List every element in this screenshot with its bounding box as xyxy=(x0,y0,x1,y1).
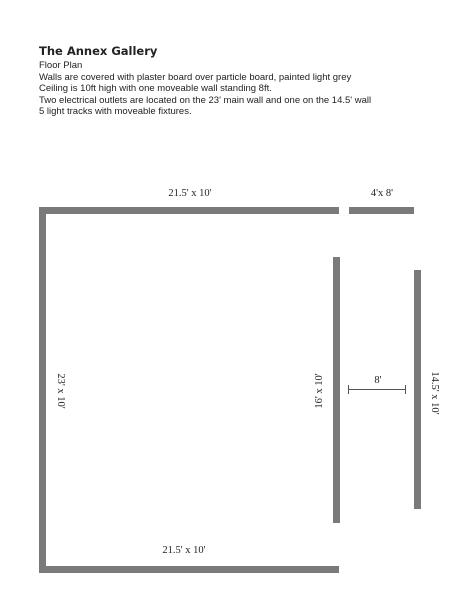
description-line-walls: Walls are covered with plaster board over particle board, painted light grey xyxy=(39,71,352,83)
description-line-floor-plan: Floor Plan xyxy=(39,60,83,71)
description-line-light-tracks: 5 light tracks with moveable fixtures. xyxy=(39,106,192,117)
description-line-ceiling: Ceiling is 10ft high with one moveable wall standing 8ft. xyxy=(39,83,272,94)
bottom-wall-label: 21.5' x 10' xyxy=(162,545,206,556)
short-wall-label: 4'x 8' xyxy=(370,188,394,199)
top-wall-label: 21.5' x 10' xyxy=(168,188,212,199)
moveable-wall xyxy=(333,257,340,523)
gallery-title: The Annex Gallery xyxy=(39,44,158,58)
gap-dimension-tick-left xyxy=(348,385,349,394)
right-wall-label: 14.5' x 10' xyxy=(429,371,440,415)
header-block xyxy=(39,44,459,118)
gap-dimension-label: 8' xyxy=(374,375,382,386)
bottom-wall xyxy=(39,566,339,573)
top-wall xyxy=(39,207,339,214)
moveable-wall-label: 16' x 10' xyxy=(314,373,325,409)
left-wall xyxy=(39,207,46,573)
right-wall xyxy=(414,270,421,509)
short-wall xyxy=(349,207,414,214)
gap-dimension-tick-right xyxy=(405,385,406,394)
left-wall-label: 23' x 10' xyxy=(55,373,66,409)
gap-dimension-line xyxy=(348,389,406,390)
description-line-outlets: Two electrical outlets are located on the 23' main wall and one on the 14.5' wall xyxy=(39,94,372,106)
